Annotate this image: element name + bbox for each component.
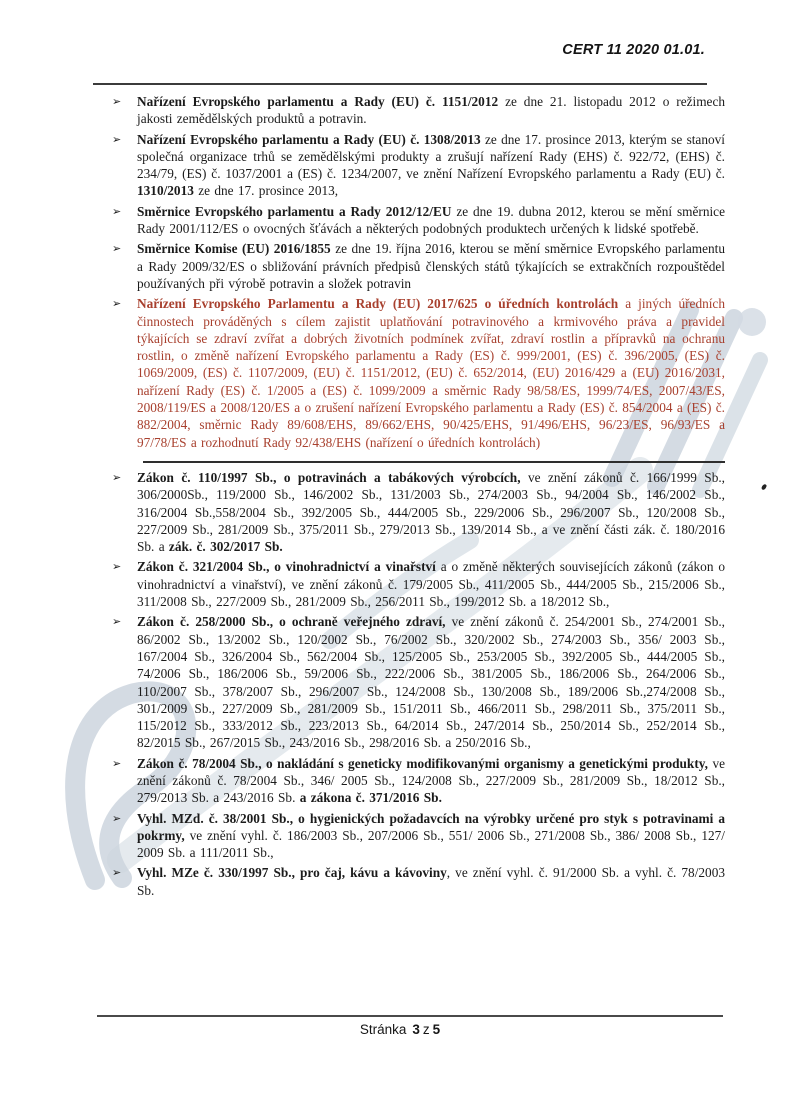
bullet-arrow-icon: ➢ <box>112 297 122 311</box>
item-text: Zákon č. 258/2000 Sb., o ochraně veřejného zdraví, ve znění zákonů č. 254/2001 Sb., 274/2001 Sb., 86/2002 Sb., 13/2002 Sb., 120/2002 Sb., 76/2002 Sb., 320/2002 Sb., 274/2003 Sb., 356/ 2003 Sb., 167/2004 Sb., 326/2004 Sb., 562/2004 Sb., 125/2005 Sb., 253/2005 Sb., 392/2005 Sb., 444/2005 Sb., 74/2006 Sb., 186/2006 Sb., 59/2006 Sb., 222/2006 Sb., 381/2005 Sb., 186/2006 Sb., 264/2006 Sb., 110/2007 Sb., 378/2007 Sb., 296/2007 Sb., 124/2008 Sb., 130/2008 Sb., 189/2006 Sb.,274/2008 Sb., 301/2009 Sb., 227/2009 Sb., 281/2009 Sb., 151/2011 Sb., 466/2011 Sb., 298/2011 Sb., 375/2011 Sb., 115/2012 Sb., 333/2012 Sb., 223/2013 Sb., 64/2014 Sb., 247/2014 Sb., 250/2014 Sb., 252/2014 Sb., 82/2015 Sb., 267/2015 Sb., 243/2016 Sb., 298/2016 Sb. a 250/2016 Sb., <box>137 614 725 751</box>
page-footer <box>0 1022 800 1037</box>
list-item <box>100 203 725 238</box>
list-item <box>100 93 725 128</box>
item-text: Směrnice Evropského parlamentu a Rady 2012/12/EU ze dne 19. dubna 2012, kterou se mění směrnice Rady 2001/112/ES o ovocných šťávách a některých podobných produktech určených k lidské spotřebě. <box>137 203 725 237</box>
bullet-arrow-icon: ➢ <box>112 242 122 256</box>
scan-artifact <box>761 483 767 490</box>
list-item <box>100 295 725 451</box>
bullet-arrow-icon: ➢ <box>112 204 122 218</box>
bullet-arrow-icon: ➢ <box>112 615 122 629</box>
item-text: Zákon č. 321/2004 Sb., o vinohradnictví a vinařství a o změně některých souvisejících zákonů (zákon o vinohradnictví a vinařství), ve znění zákonů č. 179/2005 Sb., 411/2005 Sb., 444/2005 Sb., 215/2006 Sb., 311/2008 Sb., 227/2009 Sb., 281/2009 Sb., 256/2011 Sb., 199/2012 Sb. a 18/2012 Sb., <box>137 559 725 610</box>
list-item <box>100 131 725 200</box>
item-text: Vyhl. MZd. č. 38/2001 Sb., o hygienických požadavcích na výrobky určené pro styk s potravinami a pokrmy, ve znění vyhl. č. 186/2003 Sb., 207/2006 Sb., 551/ 2006 Sb., 271/2008 Sb., 386/ 2008 Sb., 127/ 2009 Sb. a 111/2011 Sb., <box>137 810 725 861</box>
list-item <box>100 613 725 751</box>
header-rule <box>93 83 707 85</box>
bullet-arrow-icon: ➢ <box>112 811 122 825</box>
list-item <box>100 469 725 555</box>
list-item <box>100 558 725 610</box>
eu-legislation-list <box>100 93 725 451</box>
page-total: 5 <box>432 1022 441 1037</box>
bullet-arrow-icon: ➢ <box>112 866 122 880</box>
item-text: Nařízení Evropského Parlamentu a Rady (EU) 2017/625 o úředních kontrolách a jiných úředních činnostech prováděných s cílem zajistit uplatňování potravinového a krmivového práva a pravidel týkajících se zdraví zvířat a dobrých životních podmínek zvířat, zdraví rostlin a přípravků na ochranu rostlin, o změně nařízení Evropského parlamentu a Rady (ES) č. 999/2001, (ES) č. 396/2005, (ES) č. 1069/2009, (ES) č. 1107/2009, (EU) č. 1151/2012, (EU) č. 652/2014, (EU) 2016/429 a (EU) 2016/2031, nařízení Rady (ES) č. 1/2005 a (ES) č. 1099/2009 a směrnic Rady 98/58/ES, 1999/74/ES, 2007/43/ES, 2008/119/ES a 2008/120/ES a o zrušení nařízení Evropského parlamentu a Rady (ES) č. 854/2004 a (ES) č. 882/2004, směrnic Rady 89/608/EHS, 89/662/EHS, 90/425/EHS, 91/496/EHS, 96/23/ES, 96/93/ES a 97/78/ES a rozhodnutí Rady 92/438/EHS (nařízení o úředních kontrolách) <box>137 296 725 450</box>
page-of-label: z <box>422 1022 430 1037</box>
item-text: Zákon č. 78/2004 Sb., o nakládání s geneticky modifikovanými organismy a genetickými produkty, ve znění zákonů č. 78/2004 Sb., 346/ 2005 Sb., 124/2008 Sb., 227/2009 Sb., 281/2009 Sb., 18/2012 Sb., 279/2013 Sb. a 243/2016 Sb. a zákona č. 371/2016 Sb. <box>137 755 725 806</box>
page-label: Stránka <box>359 1022 407 1037</box>
bullet-arrow-icon: ➢ <box>112 95 122 108</box>
page-number: 3 <box>412 1022 420 1037</box>
item-text: Zákon č. 110/1997 Sb., o potravinách a tabákových výrobcích, ve znění zákonů č. 166/1999 Sb., 306/2000Sb., 119/2000 Sb., 146/2002 Sb., 131/2003 Sb., 274/2003 Sb., 94/2004 Sb., 146/2002 Sb., 316/2004 Sb.,558/2004 Sb., 392/2005 Sb., 444/2005 Sb., 229/2006 Sb., 296/2007 Sb., 120/2008 Sb., 227/2009 Sb., 281/2009 Sb., 375/2011 Sb., 279/2013 Sb., 139/2014 Sb., a ve znění části zák. č. 180/2016 Sb. a zák. č. 302/2017 Sb. <box>137 469 725 555</box>
item-text: Nařízení Evropského parlamentu a Rady (EU) č. 1308/2013 ze dne 17. prosince 2013, kterým se stanoví společná organizace trhů se zemědělskými produkty a zrušují nařízení Rady (EHS) č. 922/72, (EHS) č. 234/79, (ES) č. 1037/2001 a (ES) č. 1234/2007, ve znění Nařízení Evropského parlamentu a Rady (EU) č. 1310/2013 ze dne 17. prosince 2013, <box>137 131 725 199</box>
list-item <box>100 755 725 807</box>
bullet-arrow-icon: ➢ <box>112 560 122 574</box>
bullet-arrow-icon: ➢ <box>112 756 122 770</box>
list-item <box>100 810 725 862</box>
national-legislation-list <box>100 469 725 899</box>
footer-rule <box>97 1015 723 1017</box>
list-item <box>100 864 725 899</box>
item-text: Směrnice Komise (EU) 2016/1855 ze dne 19. října 2016, kterou se mění směrnice Evropského parlamentu a Rady 2009/32/ES o sbližování právních předpisů členských států týkajících se extrakčních rozpouštědel používaných při výrobě potravin a složek potravin <box>137 241 725 291</box>
section-separator-line <box>143 461 725 463</box>
bullet-arrow-icon: ➢ <box>112 470 122 484</box>
header-document-code: CERT 11 2020 01.01. <box>562 42 705 58</box>
legislation-content <box>100 93 725 902</box>
bullet-arrow-icon: ➢ <box>112 132 122 146</box>
list-item <box>100 240 725 292</box>
item-text: Nařízení Evropského parlamentu a Rady (EU) č. 1151/2012 ze dne 21. listopadu 2012 o režimech jakosti zemědělských produktů a potravin. <box>137 94 725 127</box>
item-text: Vyhl. MZe č. 330/1997 Sb., pro čaj, kávu a kávoviny, ve znění vyhl. č. 91/2000 Sb. a vyhl. č. 78/2003 Sb. <box>137 865 725 898</box>
